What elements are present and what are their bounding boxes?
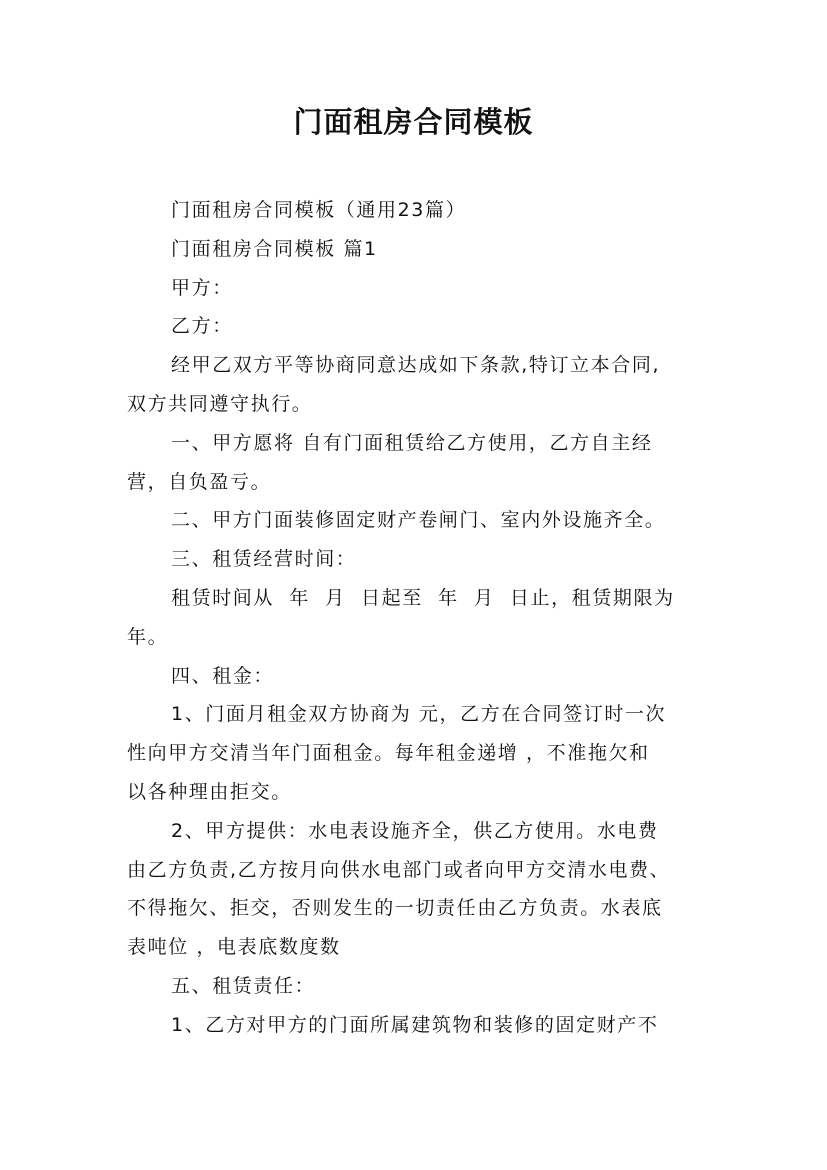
document-body <box>127 191 707 1045</box>
body-line: 甲方： <box>171 276 233 299</box>
body-line: 四、租金： <box>171 664 275 687</box>
document-title: 门面租房合同模板 <box>293 105 534 139</box>
body-line: 表吨位 ，电表底数度数 <box>127 936 341 959</box>
body-line: 以各种理由拒交。 <box>127 780 292 803</box>
body-line: 三、租赁经营时间： <box>171 548 357 571</box>
body-line: 一、甲方愿将 自有门面租赁给乙方使用，乙方自主经 <box>171 431 653 454</box>
body-line: 1、乙方对甲方的门面所属建筑物和装修的固定财产不 <box>171 1013 659 1036</box>
body-line: 门面租房合同模板 篇1 <box>171 237 378 260</box>
body-line: 性向甲方交清当年门面租金。每年租金递增 ，不准拖欠和 <box>127 742 650 765</box>
body-line: 五、租赁责任： <box>171 974 316 997</box>
body-line: 年。 <box>127 625 169 648</box>
body-line: 不得拖欠、拒交，否则发生的一切责任由乙方负责。水表底 <box>127 897 663 920</box>
body-line: 双方共同遵守执行。 <box>127 392 313 415</box>
body-line: 经甲乙双方平等协商同意达成如下条款,特订立本合同, <box>171 354 661 377</box>
body-line: 二、甲方门面装修固定财产卷闸门、室内外设施齐全。 <box>171 509 666 532</box>
body-line: 租赁时间从 年 月 日起至 年 月 日止，租赁期限为 <box>171 586 675 609</box>
body-line: 门面租房合同模板（通用23篇） <box>171 199 467 221</box>
body-line: 乙方： <box>171 315 233 338</box>
body-line: 1、门面月租金双方协商为 元，乙方在合同签订时一次 <box>171 703 667 726</box>
body-line: 营，自负盈亏。 <box>127 470 272 493</box>
body-line: 由乙方负责,乙方按月向供水电部门或者向甲方交清水电费、 <box>127 858 671 881</box>
body-line: 2、甲方提供：水电表设施齐全，供乙方使用。水电费 <box>171 819 659 842</box>
